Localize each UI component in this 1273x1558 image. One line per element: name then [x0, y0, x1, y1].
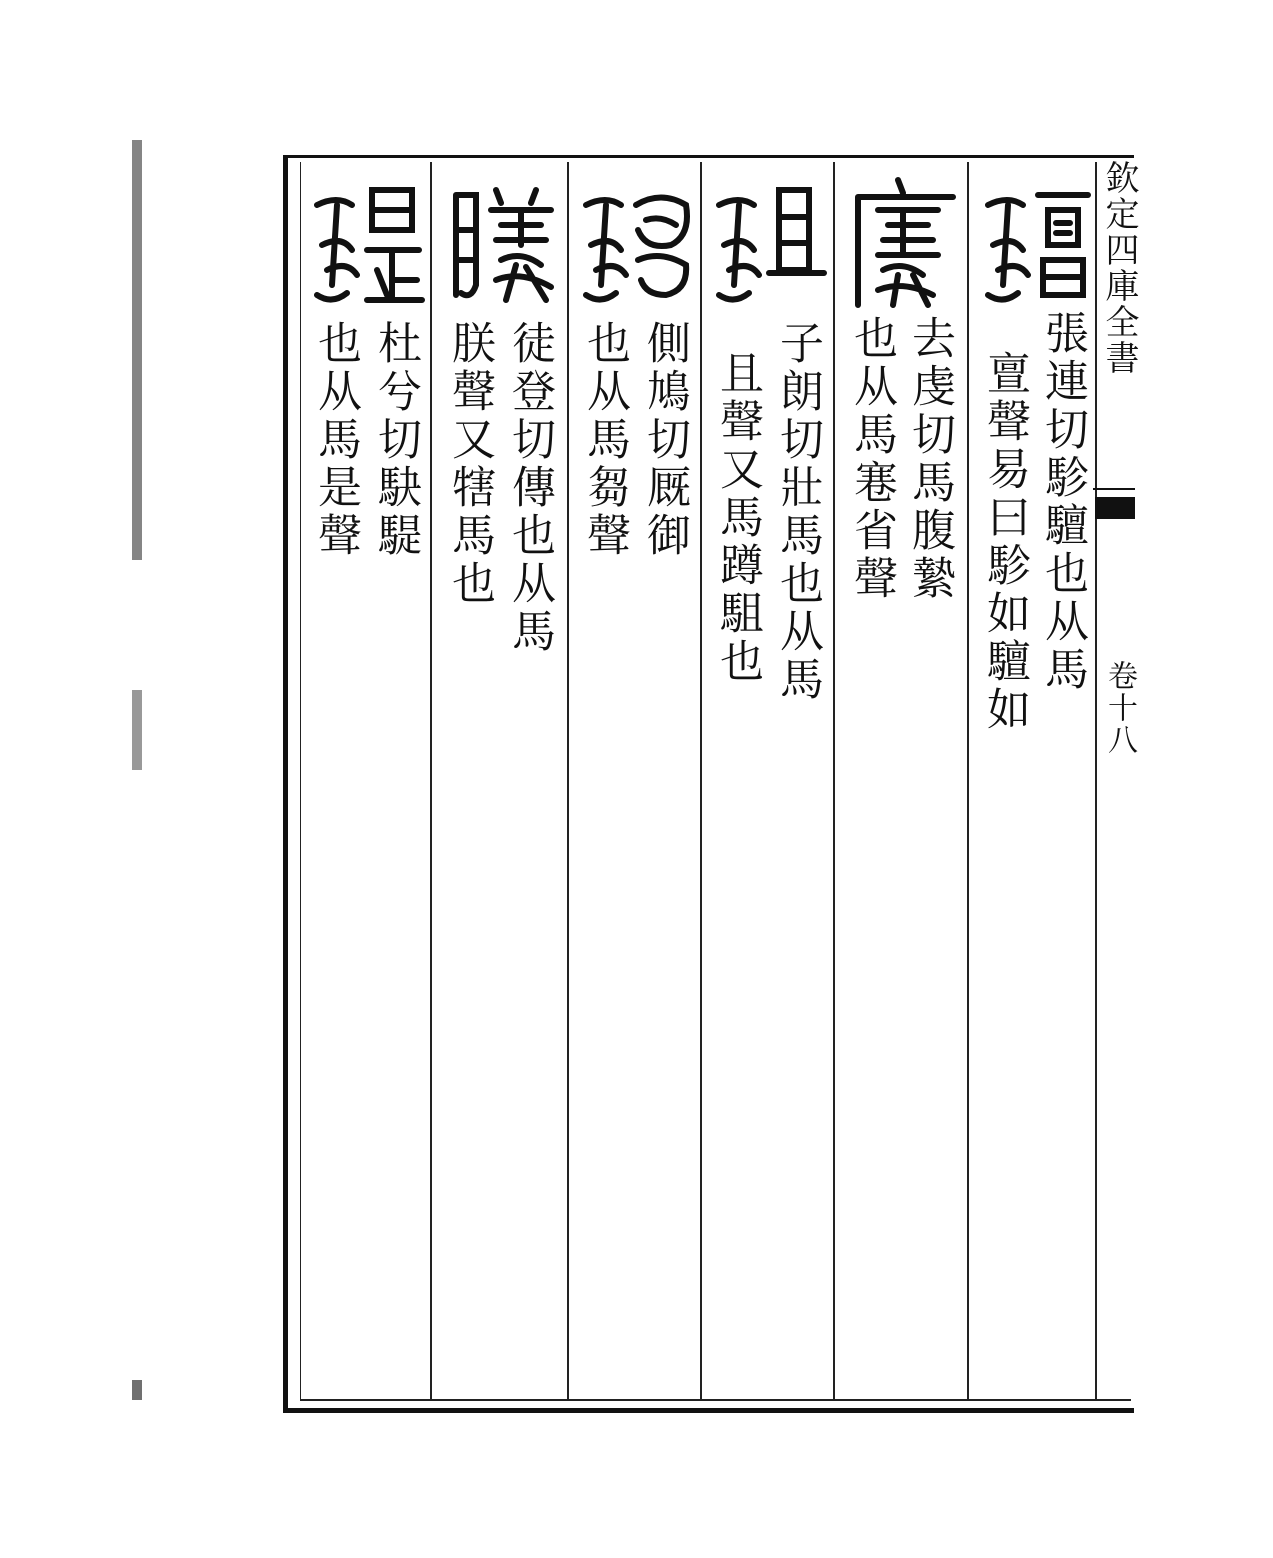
gloss-text: 亶聲易曰駗如驙如	[979, 350, 1030, 734]
gloss-text: 子朗切壯馬也从馬	[772, 320, 823, 704]
gloss-text: 也从馬寋省聲	[846, 315, 897, 603]
gloss-text: 張連切駗驙也从馬	[1037, 310, 1088, 694]
gloss-text: 杜兮切駃騠	[370, 320, 421, 560]
margin-divider	[1093, 488, 1135, 490]
fishtail-mark	[1095, 497, 1135, 519]
column-rule	[567, 162, 569, 1400]
scan-edge-mark	[132, 690, 142, 770]
dictionary-entry	[438, 170, 563, 1390]
gloss-text: 且聲又馬蹲駔也	[712, 350, 763, 686]
dictionary-entry	[573, 170, 698, 1390]
gloss-text: 徒登切傳也从馬	[504, 320, 555, 656]
dictionary-entry	[840, 170, 965, 1390]
seal-character-qian-icon	[840, 170, 966, 320]
dictionary-entry	[975, 170, 1095, 1390]
column-rule	[833, 162, 835, 1400]
seal-character-zu-icon	[706, 170, 832, 320]
column-rule	[1095, 162, 1097, 1400]
scan-edge-mark	[132, 140, 142, 560]
seal-character-zhan-icon	[975, 170, 1101, 320]
column-rule	[430, 162, 432, 1400]
scan-edge-mark	[132, 1380, 142, 1400]
dictionary-entry	[706, 170, 831, 1390]
gloss-text: 側鳩切厩御	[639, 320, 690, 560]
column-rule	[700, 162, 702, 1400]
gloss-text: 也从馬芻聲	[579, 320, 630, 560]
seal-character-zhou-icon	[573, 170, 699, 320]
book-title: 欽定四庫全書	[1099, 160, 1139, 376]
dictionary-entry	[304, 170, 429, 1390]
volume-label: 卷十八	[1102, 660, 1137, 756]
seal-character-ti-icon	[304, 170, 430, 320]
column-rule	[967, 162, 969, 1400]
gloss-text: 也从馬是聲	[310, 320, 361, 560]
gloss-text: 去虔切馬腹縶	[904, 315, 955, 603]
gloss-text: 朕聲又犗馬也	[444, 320, 495, 608]
seal-character-teng-icon	[438, 170, 564, 320]
